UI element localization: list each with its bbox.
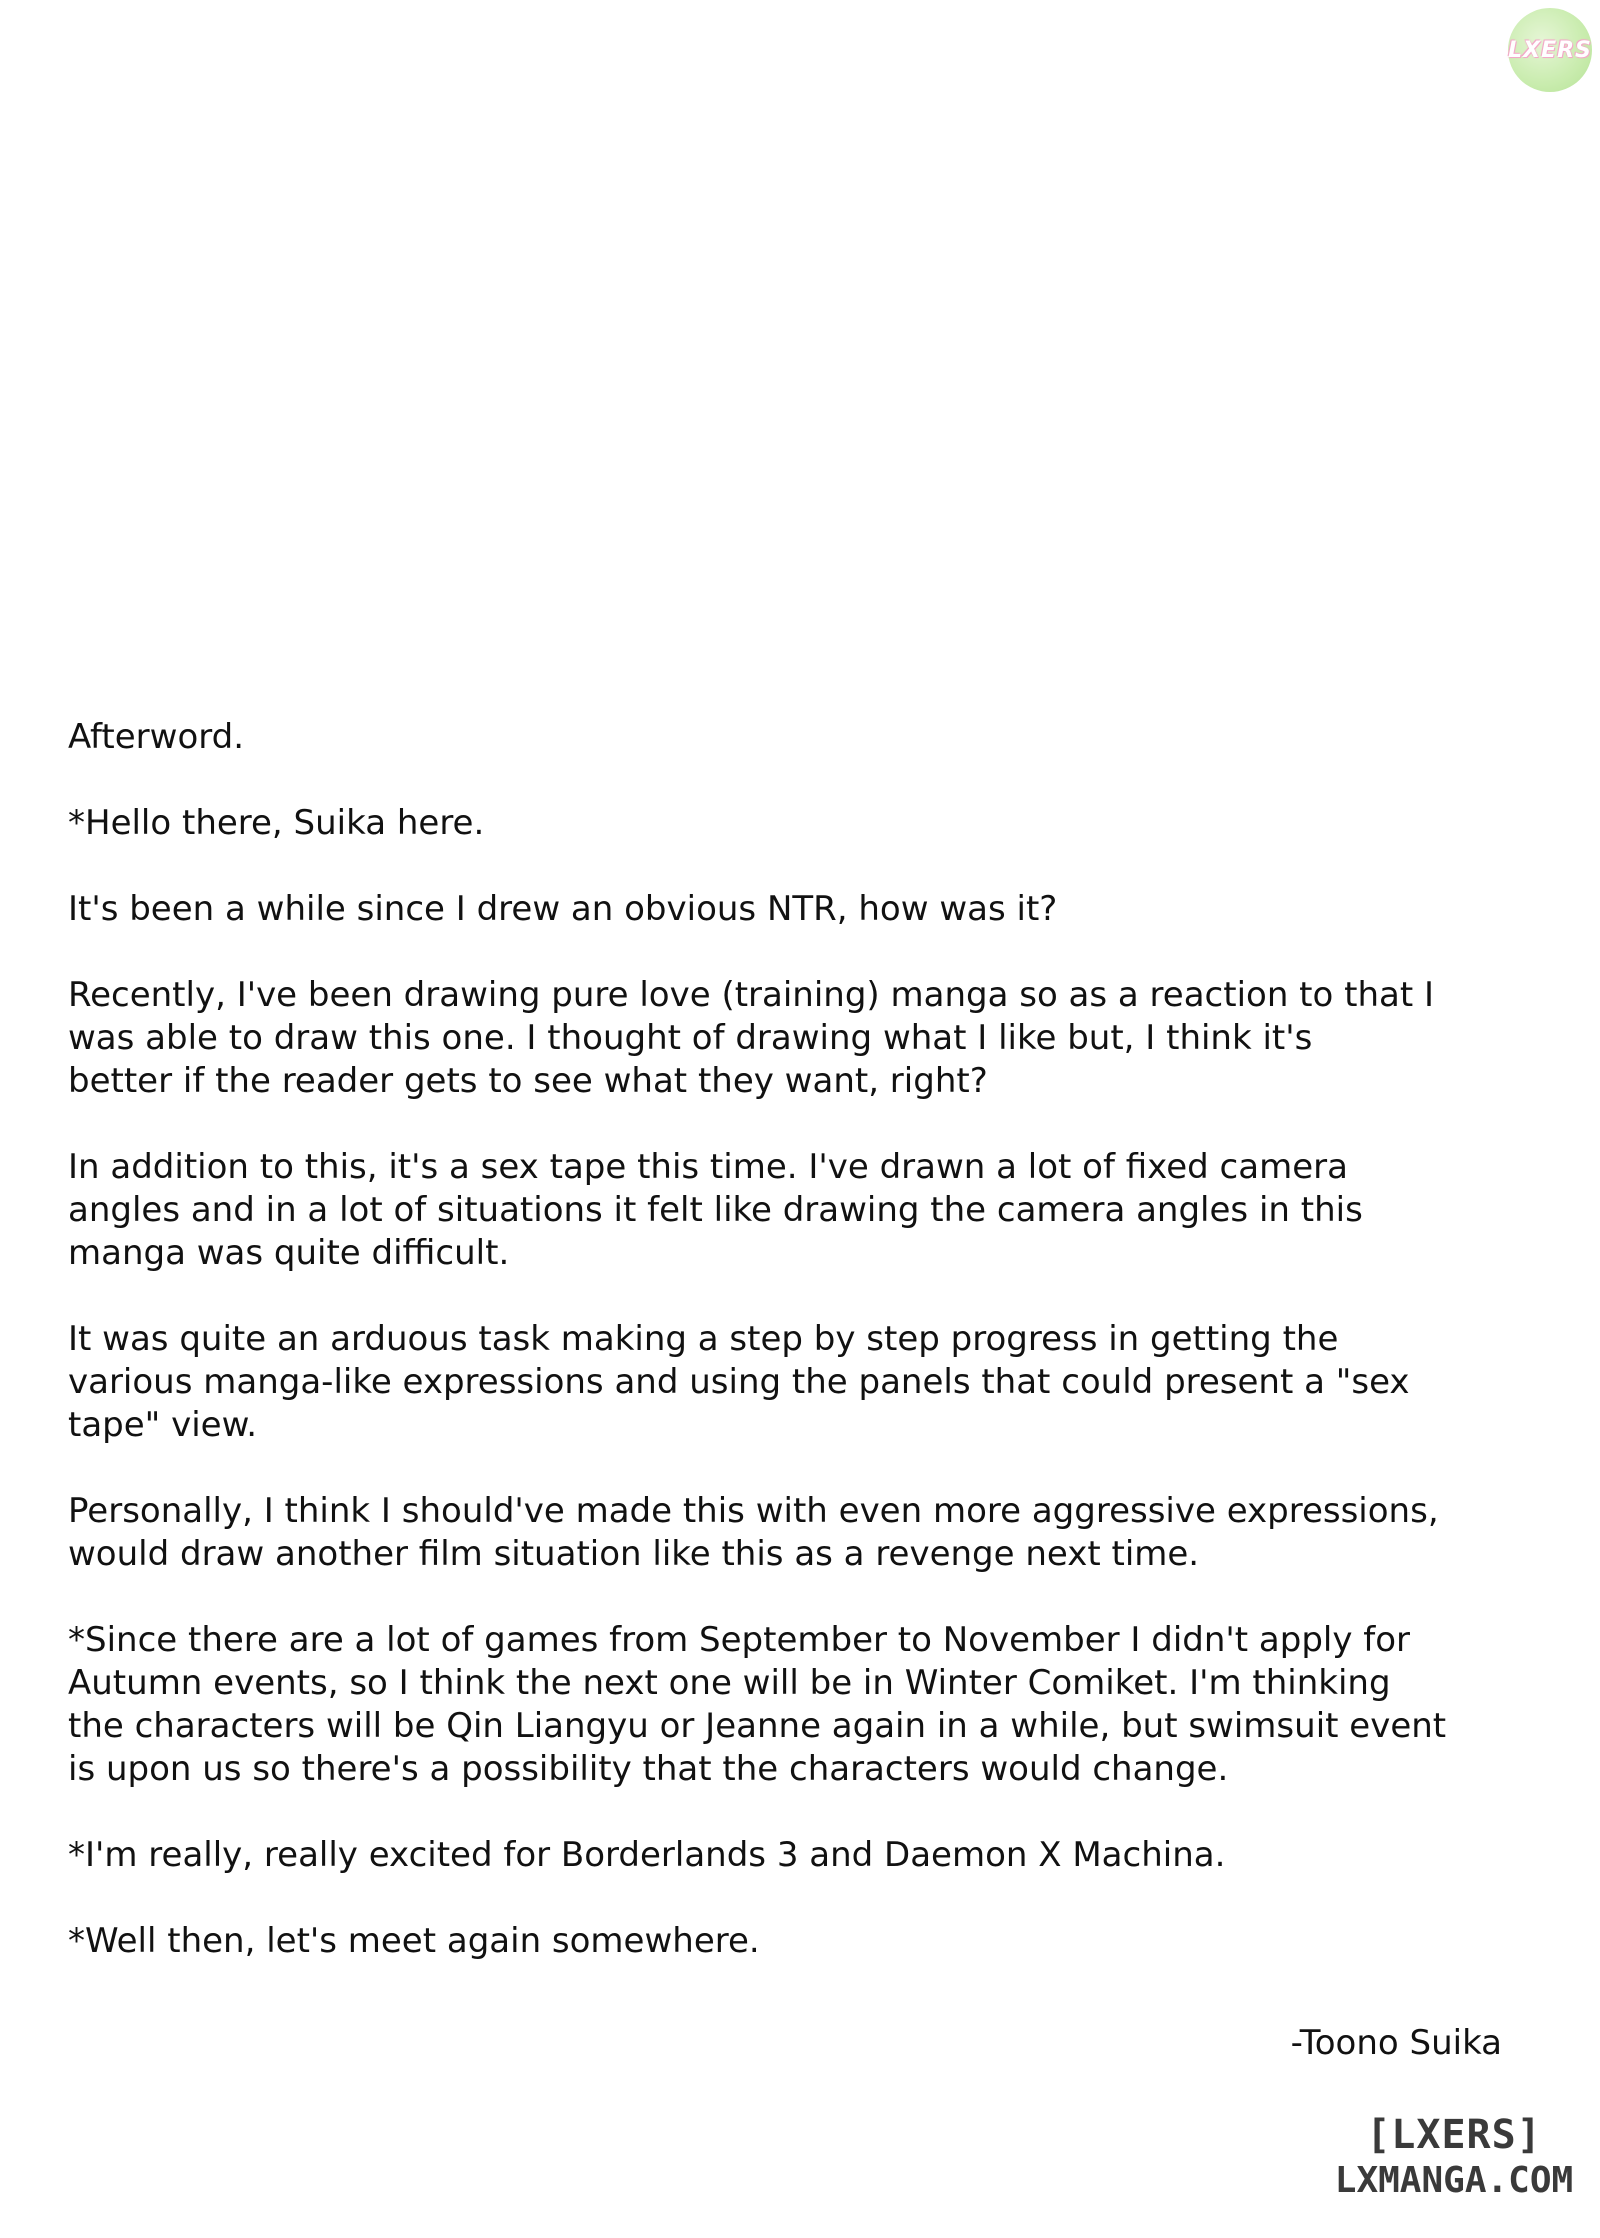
author-signature: -Toono Suika <box>1290 2023 1502 2063</box>
site-watermark <box>1318 2112 1590 2204</box>
watermark-brand: [LXERS] <box>1366 2112 1542 2158</box>
afterword-paragraph: In addition to this, it's a sex tape this time. I've drawn a lot of fixed camera angles and in a lot of situations it felt like drawing the camera angles in this manga was quite difficult. <box>68 1147 1363 1273</box>
afterword-text-block <box>68 716 1488 1963</box>
afterword-paragraph: *Hello there, Suika here. <box>68 803 485 843</box>
afterword-title: Afterword. <box>68 717 245 757</box>
lxers-logo-badge <box>1508 8 1592 92</box>
afterword-paragraph: It's been a while since I drew an obvious NTR, how was it? <box>68 889 1058 929</box>
afterword-paragraph: Recently, I've been drawing pure love (training) manga so as a reaction to that I was able to draw this one. I thought of drawing what I like but, I think it's better if the reader gets to see what they want, right? <box>68 975 1434 1101</box>
afterword-paragraph: It was quite an arduous task making a step by step progress in getting the various manga-like expressions and using the panels that could present a "sex tape" view. <box>68 1319 1410 1445</box>
afterword-paragraph: *Well then, let's meet again somewhere. <box>68 1921 760 1961</box>
afterword-paragraph: *Since there are a lot of games from September to November I didn't apply for Autumn events, so I think the next one will be in Winter Comiket. I'm thinking the characters will be Qin Liangyu or Jeanne again in a while, but swimsuit event is upon us so there's a possibility that the characters would change. <box>68 1620 1447 1789</box>
afterword-paragraph: Personally, I think I should've made this with even more aggressive expressions, would draw another film situation like this as a revenge next time. <box>68 1491 1439 1574</box>
watermark-url: LXMANGA.COM <box>1334 2160 1574 2201</box>
afterword-paragraph: *I'm really, really excited for Borderlands 3 and Daemon X Machina. <box>68 1835 1226 1875</box>
lxers-logo-text: LXERS <box>1508 37 1592 63</box>
